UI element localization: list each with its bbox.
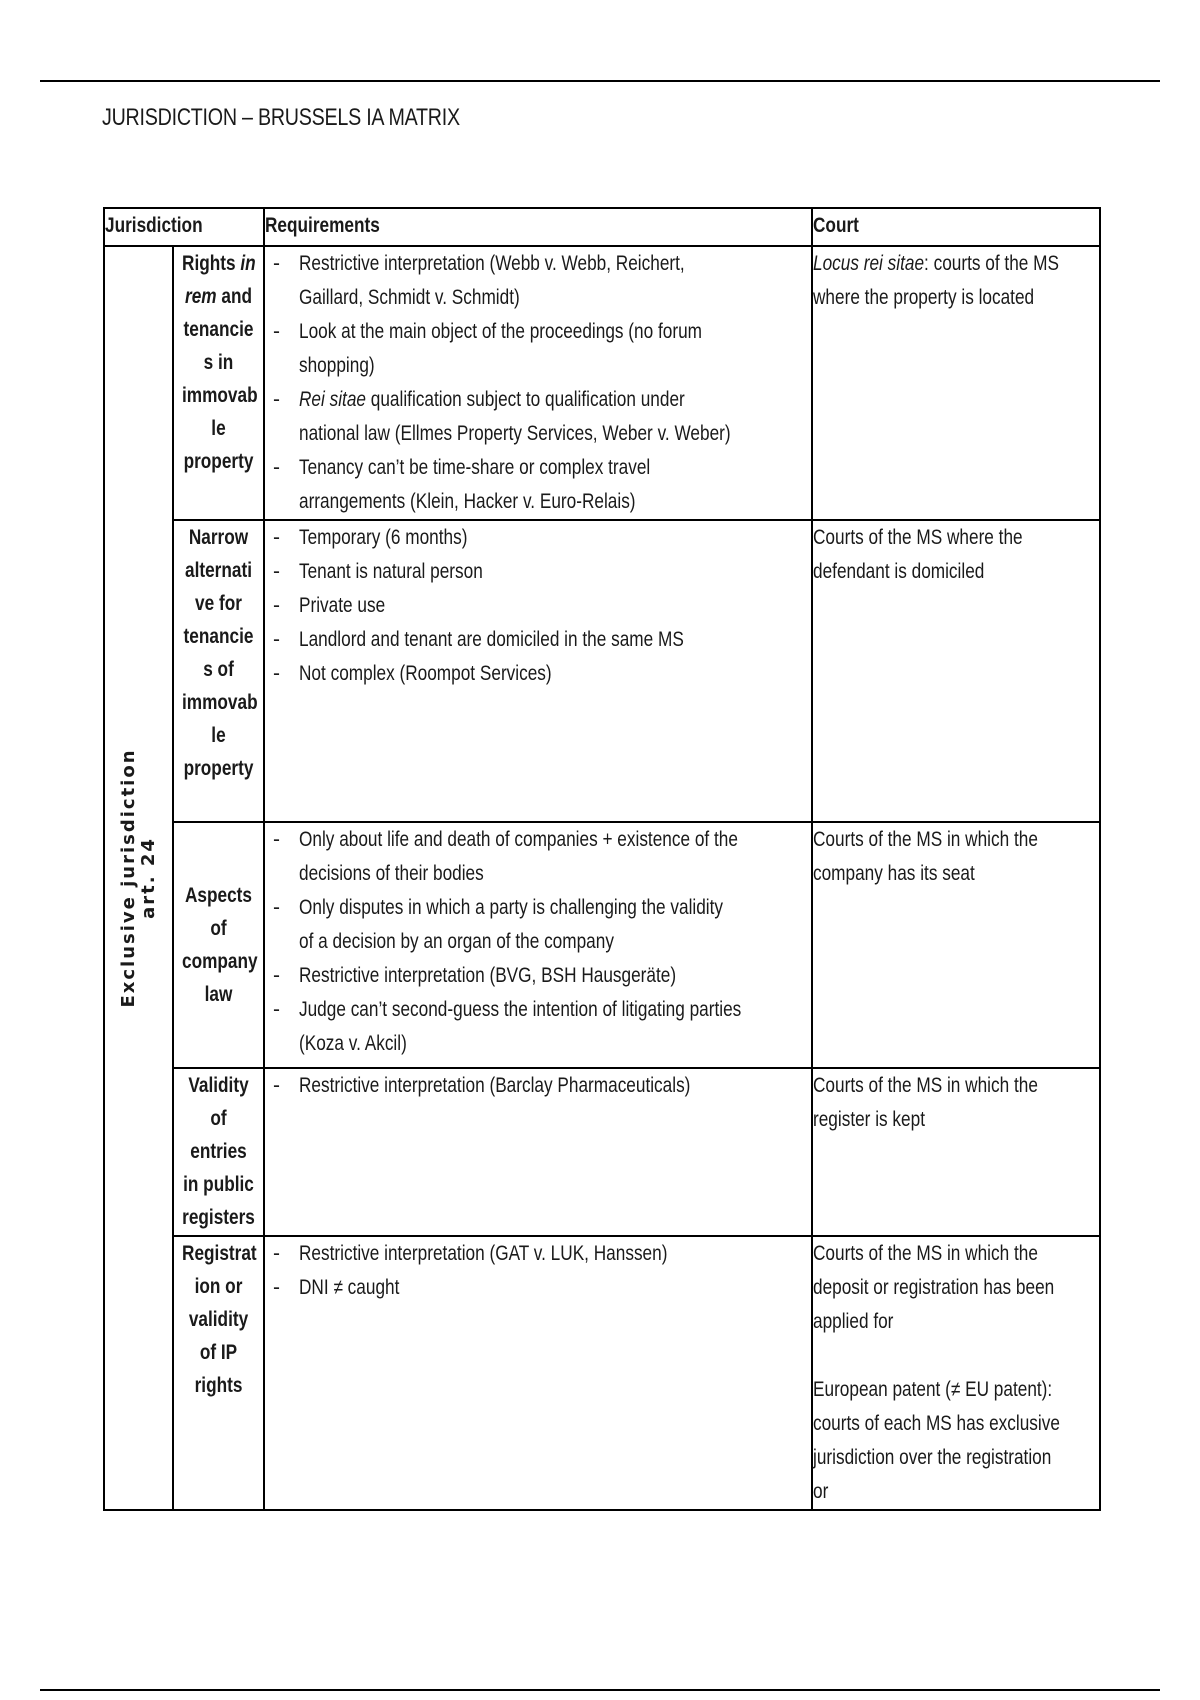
category-line: tenancie xyxy=(183,625,254,648)
document-title: JURISDICTION – BRUSSELS IA MATRIX xyxy=(102,104,460,131)
list-item: - Restrictive interpretation (GAT v. LUK, Hanssen) xyxy=(273,1237,811,1271)
category-line: ve for xyxy=(195,592,242,615)
category-line: le xyxy=(211,417,226,440)
requirements-cell xyxy=(264,1068,812,1236)
list-item: - Restrictive interpretation (BVG, BSH Hausgeräte) xyxy=(273,959,811,993)
court-cell: Courts of the MS where the defendant is domiciled xyxy=(812,520,1100,822)
court-cell: Courts of the MS in which the company has its seat xyxy=(812,822,1100,1068)
court-cell: Courts of the MS in which the register is kept xyxy=(812,1068,1100,1236)
category-line: Validity xyxy=(188,1074,249,1097)
table-row xyxy=(104,246,1100,520)
requirements-cell xyxy=(264,246,812,520)
category-line: s in xyxy=(203,351,234,374)
list-item: - Temporary (6 months) xyxy=(273,521,811,555)
category-line: s of xyxy=(203,658,234,681)
category-line: immovab xyxy=(182,384,258,407)
list-item: - Tenant is natural person xyxy=(273,555,811,589)
list-item: - Judge can’t second-guess the intention of litigating parties (Koza v. Akcil) xyxy=(273,993,811,1061)
category-cell xyxy=(173,822,264,1068)
category-line: ion or xyxy=(194,1275,243,1298)
header-court: Court xyxy=(812,208,1100,246)
category-line: validity xyxy=(188,1308,249,1331)
table-row xyxy=(104,1068,1100,1236)
court-cell: Locus rei sitae: courts of the MS where the property is located xyxy=(812,246,1100,520)
list-item: - Rei sitae qualification subject to qualification under national law (Ellmes Property Services, Weber v. Weber) xyxy=(273,383,811,451)
category-line: Registrat xyxy=(182,1242,257,1265)
list-item: - Restrictive interpretation (Webb v. Webb, Reichert, Gaillard, Schmidt v. Schmidt) xyxy=(273,247,811,315)
list-item: - Landlord and tenant are domiciled in the same MS xyxy=(273,623,811,657)
table-row xyxy=(104,520,1100,822)
list-item: - Not complex (Roompot Services) xyxy=(273,657,811,691)
category-line: immovab xyxy=(182,691,258,714)
table-header-row xyxy=(104,208,1100,246)
list-item: - Only disputes in which a party is challenging the validity of a decision by an organ of the company xyxy=(273,891,811,959)
category-cell xyxy=(173,246,264,520)
bottom-rule xyxy=(40,1689,1160,1691)
requirements-cell xyxy=(264,1236,812,1510)
list-item: - Private use xyxy=(273,589,811,623)
category-cell xyxy=(173,1236,264,1510)
requirements-cell xyxy=(264,520,812,822)
requirements-cell xyxy=(264,822,812,1068)
table-row xyxy=(104,822,1100,1068)
list-item: - Restrictive interpretation (Barclay Pharmaceuticals) xyxy=(273,1069,811,1103)
category-cell xyxy=(173,1068,264,1236)
category-line: rem and xyxy=(184,285,252,308)
category-line: company xyxy=(182,950,258,973)
category-line: alternati xyxy=(184,559,252,582)
group-label-line2: art. 24 xyxy=(137,837,159,919)
category-line: Rights in xyxy=(182,252,256,275)
category-cell xyxy=(173,520,264,822)
category-line: tenancie xyxy=(183,318,254,341)
category-line: entries xyxy=(190,1140,247,1163)
list-item: - Look at the main object of the proceedings (no forum shopping) xyxy=(273,315,811,383)
category-line: property xyxy=(183,450,254,473)
court-cell: Courts of the MS in which the deposit or registration has been applied for European patent (≠ EU patent): courts of each MS has exclusive jurisdiction over the registration or xyxy=(812,1236,1100,1510)
category-line: Narrow xyxy=(188,526,249,549)
header-jurisdiction: Jurisdiction xyxy=(104,208,264,246)
group-label-line1: Exclusive jurisdiction xyxy=(117,748,139,1008)
category-line: in public xyxy=(183,1173,254,1196)
category-line: registers xyxy=(182,1206,255,1229)
list-item: - DNI ≠ caught xyxy=(273,1271,811,1305)
category-line: Aspects xyxy=(184,884,252,907)
category-line: rights xyxy=(194,1374,243,1397)
top-rule xyxy=(40,80,1160,82)
brussels-ia-matrix-table xyxy=(103,207,1101,1511)
category-line: le xyxy=(211,724,226,747)
list-item: - Only about life and death of companies + existence of the decisions of their bodies xyxy=(273,823,811,891)
category-line: of xyxy=(210,1107,227,1130)
group-label-cell xyxy=(104,246,173,1510)
category-line: of xyxy=(210,917,227,940)
category-line: property xyxy=(183,757,254,780)
list-item: - Tenancy can’t be time-share or complex travel arrangements (Klein, Hacker v. Euro-Relais) xyxy=(273,451,811,519)
header-requirements: Requirements xyxy=(264,208,812,246)
category-line: of IP xyxy=(199,1341,238,1364)
category-line: law xyxy=(204,983,233,1006)
table-row xyxy=(104,1236,1100,1510)
group-label xyxy=(119,698,159,1058)
